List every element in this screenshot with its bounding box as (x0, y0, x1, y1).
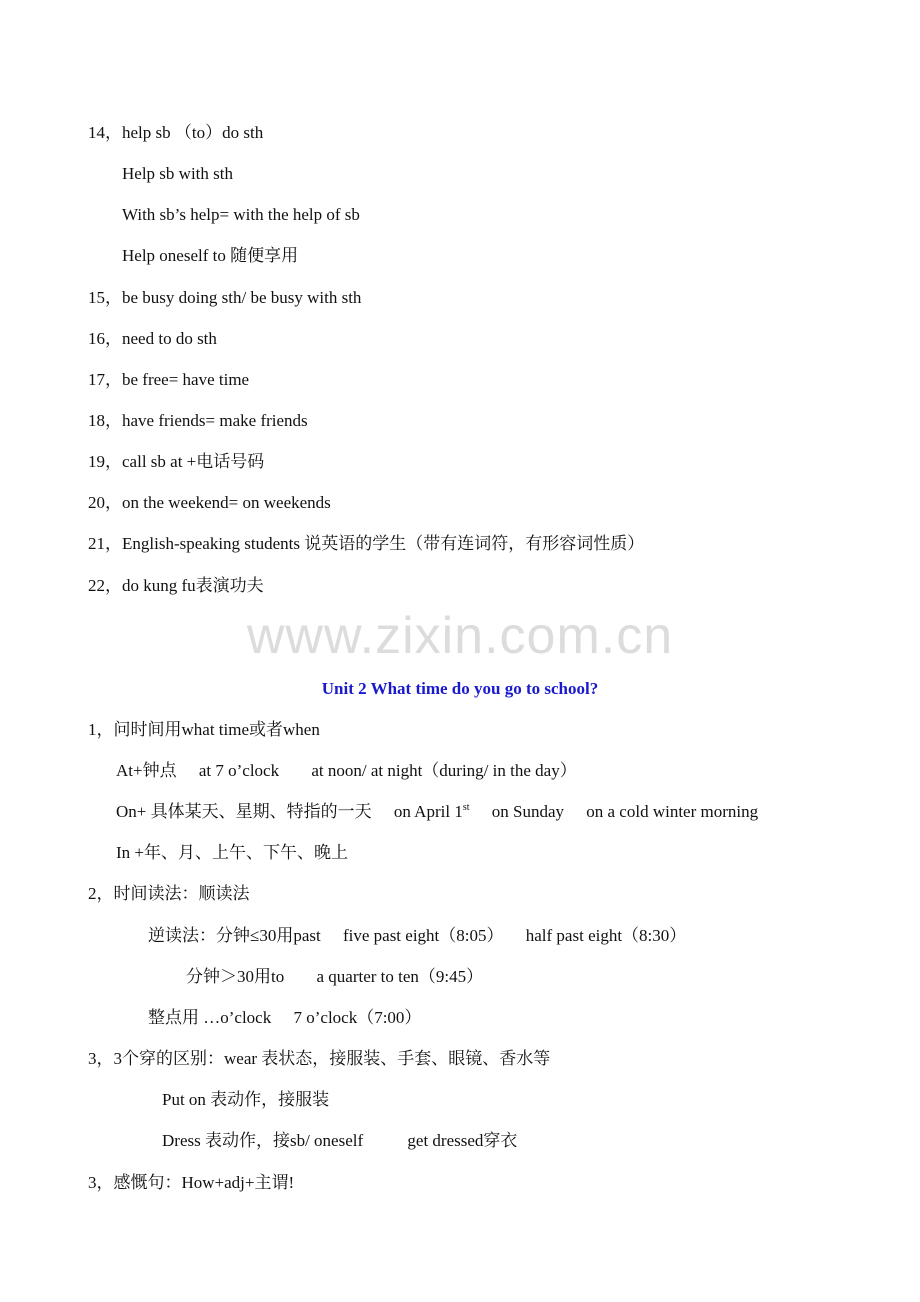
item-19: 19，call sb at +电话号码 (88, 452, 265, 471)
item-14-help-with: Help sb with sth (122, 164, 233, 183)
at-row (116, 760, 577, 782)
section-1: 1，问时间用what time或者when (88, 720, 320, 739)
at-example-2: at noon/ at night（during/ in the day） (311, 761, 577, 780)
item-17: 17，be free= have time (88, 370, 250, 389)
on-example-date (394, 801, 470, 823)
oclock-rule: 整点用 …o’clock (148, 1008, 272, 1027)
reverse-to-row (186, 966, 483, 988)
dress-row (162, 1130, 517, 1152)
reverse-to-example: a quarter to ten（9:45） (316, 967, 484, 986)
on-example-sunday: on Sunday (491, 802, 564, 821)
on-row (116, 801, 758, 823)
item-14-help-oneself: Help oneself to 随便享用 (122, 246, 299, 265)
item-20: 20，on the weekend= on weekends (88, 493, 331, 512)
section-3b: 3，感慨句：How+adj+主谓! (88, 1173, 295, 1192)
put-on-row: Put on 表动作，接服装 (162, 1090, 330, 1109)
unit-2-heading: Unit 2 What time do you go to school? (321, 679, 599, 698)
item-14: 14，help sb （to）do sth (88, 123, 264, 142)
item-16: 16，need to do sth (88, 329, 217, 348)
reverse-example-2: half past eight（8:30） (525, 926, 687, 945)
in-row: In +年、月、上午、下午、晚上 (116, 843, 348, 862)
oclock-example: 7 o’clock（7:00） (293, 1008, 422, 1027)
on-date-text: on April 1 (393, 802, 463, 821)
get-dressed: get dressed穿衣 (407, 1131, 518, 1150)
reverse-reading-row (148, 925, 686, 947)
dress-rule: Dress 表动作，接sb/ oneself (162, 1131, 364, 1150)
reverse-to-rule: 分钟＞30用to (186, 967, 285, 986)
item-14-with-help: With sb’s help= with the help of sb (122, 205, 360, 224)
at-example-1: at 7 o’clock (198, 761, 280, 780)
reverse-rule: 逆读法：分钟≤30用past (148, 926, 321, 945)
item-15: 15，be busy doing sth/ be busy with sth (88, 288, 362, 307)
at-rule: At+钟点 (116, 761, 177, 780)
on-date-suffix: st (462, 802, 470, 813)
watermark: www.zixin.com.cn (246, 607, 674, 665)
item-21: 21，English-speaking students 说英语的学生（带有连词符，有形容词性质） (88, 534, 645, 553)
on-rule: On+ 具体某天、星期、特指的一天 (116, 802, 372, 821)
section-3: 3，3个穿的区别：wear 表状态，接服装、手套、眼镜、香水等 (88, 1049, 551, 1068)
reverse-example-1: five past eight（8:05） (342, 926, 504, 945)
oclock-row (148, 1007, 421, 1029)
item-18: 18，have friends= make friends (88, 411, 308, 430)
item-22: 22，do kung fu表演功夫 (88, 576, 264, 595)
section-2: 2，时间读法：顺读法 (88, 884, 250, 903)
on-example-morning: on a cold winter morning (586, 802, 759, 821)
